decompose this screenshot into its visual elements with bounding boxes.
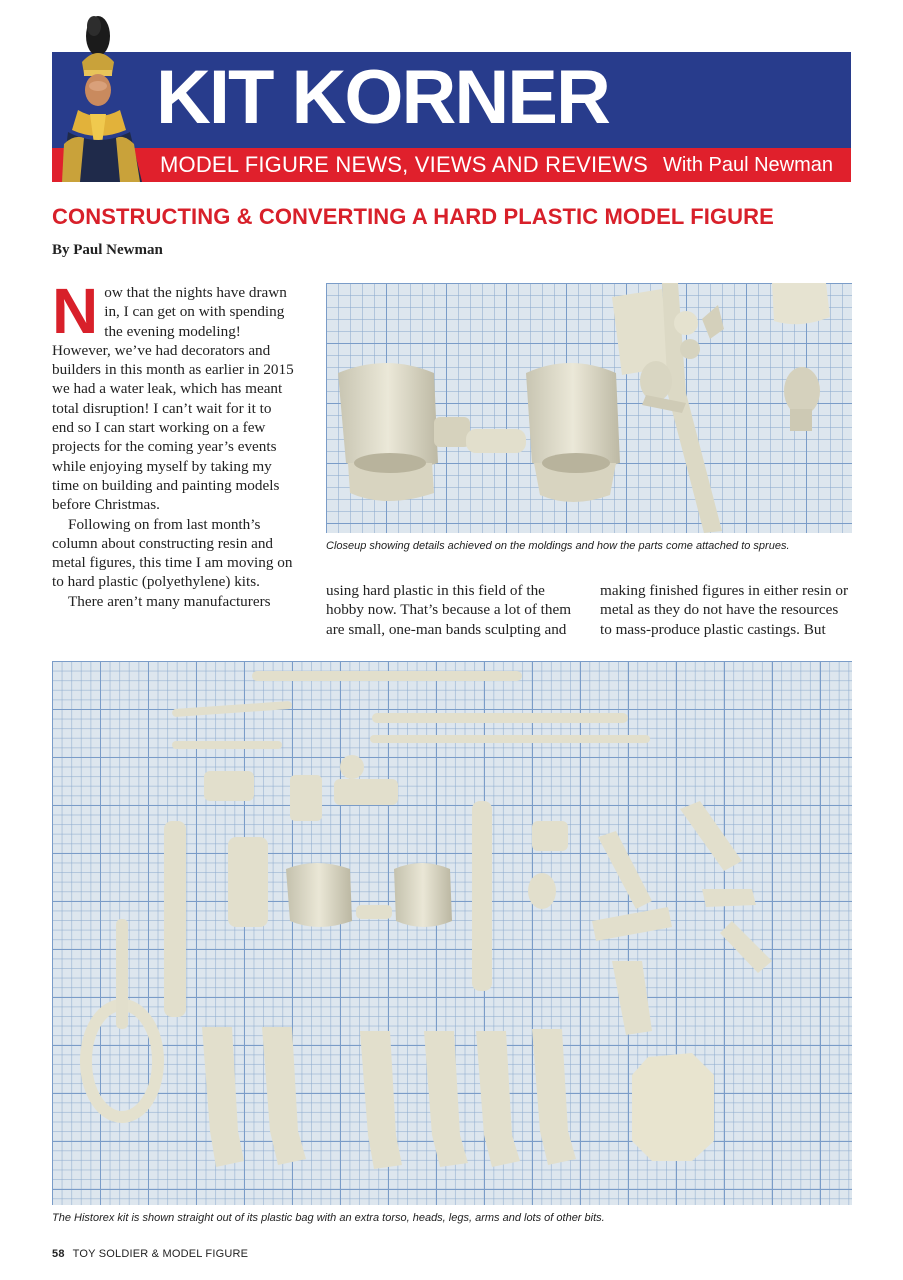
paragraph-1: ow that the nights have drawn in, I can get on with spending the evening modeling! However, we’ve had decorators and builders in this month as earlier in 2015 we had a water leak, which has meant total disruption! I can’t wait for it to end so I can start working on a few projects for the coming year’s events while enjoying myself by taking my time on building and painting models before Christmas.	[52, 284, 294, 514]
soldier-figure-icon	[54, 14, 154, 182]
article-column-3: making finished figures in either resin or metal as they do not have the resources to mass-produce plastic castings. But	[600, 582, 848, 638]
kit-contents-photo	[52, 661, 852, 1205]
closeup-parts-illustration	[326, 283, 852, 533]
drop-cap: N	[52, 275, 99, 347]
article-column-2: using hard plastic in this field of the hobby now. That’s because a lot of them are small, one-man bands sculpting and	[326, 582, 572, 638]
article-byline: By Paul Newman	[52, 242, 163, 258]
banner-subtitle: MODEL FIGURE NEWS, VIEWS AND REVIEWS	[160, 152, 648, 177]
page-number: 58	[52, 1248, 65, 1260]
kit-korner-banner	[52, 52, 851, 182]
banner-author: With Paul Newman	[662, 154, 833, 176]
paragraph-3: There aren’t many manufacturers	[68, 592, 271, 610]
closeup-photo-caption: Closeup showing details achieved on the moldings and how the parts come attached to sprues.	[326, 540, 790, 552]
paragraph-2: Following on from last month’s column about constructing resin and metal figures, this time I am moving on to hard plastic (polyethylene) kits.	[52, 515, 293, 591]
page-footer	[52, 1248, 248, 1260]
article-headline: CONSTRUCTING & CONVERTING A HARD PLASTIC MODEL FIGURE	[52, 204, 774, 229]
publication-name: TOY SOLDIER & MODEL FIGURE	[72, 1248, 249, 1260]
kit-photo-caption: The Historex kit is shown straight out of its plastic bag with an extra torso, heads, legs, arms and lots of other bits.	[52, 1212, 605, 1224]
closeup-photo	[326, 283, 852, 533]
banner-title: KIT KORNER	[156, 55, 609, 140]
article-column-1	[52, 275, 296, 611]
kit-parts-illustration	[52, 661, 852, 1205]
